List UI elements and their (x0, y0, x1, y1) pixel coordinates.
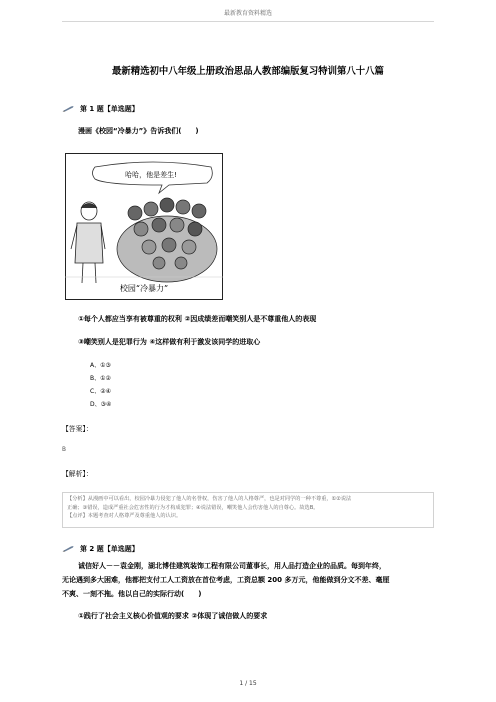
document-title: 最新精选初中八年级上册政治思品人教部编版复习特训第八十八篇 (112, 66, 384, 77)
question-1-statement-1: ①每个人都应当享有被尊重的权利 ②因成绩差而嘲笑别人是不尊重他人的表现 (78, 315, 317, 323)
answer-value: B (62, 447, 66, 453)
cartoon-caption: 校园“冷暴力” (119, 284, 169, 293)
option-d[interactable]: D、③④ (90, 401, 112, 408)
laughing-crowd (117, 198, 217, 282)
question-2-stem-line-1: 诚信好人－－袁金刚，湖北博佳建筑装饰工程有限公司董事长，用人品打造企业的品质。每到年终， (78, 562, 386, 570)
analysis-line-2: 正确；③错误，造成严重社会危害性的行为才构成犯罪；④说法错误，嘲笑他人会伤害他人的自尊心。故选B。 (67, 504, 319, 511)
answer-label: 【答案】： (62, 425, 93, 433)
speech-bubble-text: 哈哈，他是差生! (125, 171, 177, 179)
analysis-line-3: 【点评】本题考查对人格尊严及尊重他人的认识。 (67, 513, 182, 520)
question-1-heading-text: 第 1 题【单选题】 (80, 105, 139, 113)
question-2-heading-text: 第 2 题【单选题】 (80, 545, 139, 553)
header-divider (62, 21, 434, 22)
option-c[interactable]: C、②④ (90, 388, 111, 395)
analysis-box (62, 492, 434, 528)
page-number: 1 / 15 (239, 680, 257, 687)
question-2-heading (62, 544, 139, 554)
question-2-stem-line-3: 不爽、一刻不拖。他以自己的实际行动( ) (62, 590, 202, 598)
analysis-label: 【解析】： (62, 470, 93, 478)
pen-icon (62, 105, 75, 114)
question-1-stem: 漫画《校园“冷暴力”》告诉我们( ) (78, 127, 199, 135)
analysis-line-1: 【分析】从漫画中可以看出，校园冷暴力侵犯了他人的名誉权，伤害了他人的人格尊严，也是对同学的一种不尊重，①②说法 (67, 496, 352, 502)
running-header: 最新教育资料精选 (223, 10, 272, 17)
question-2-stem-line-2: 无论遇到多大困难，他都把支付工人工资放在首位考虑，工资总额 200 多万元，他能做到分文不差、毫厘 (62, 576, 390, 584)
question-1-statement-2: ③嘲笑别人是犯罪行为 ④这样做有利于激发该同学的进取心 (78, 338, 261, 346)
option-b[interactable]: B、①② (90, 375, 111, 382)
question-2-statement-1: ①践行了社会主义核心价值观的要求 ②体现了诚信做人的要求 (78, 612, 268, 620)
option-a[interactable]: A、①③ (90, 362, 111, 369)
cartoon-image (65, 153, 223, 300)
pen-icon (62, 545, 75, 554)
question-1-heading (62, 104, 139, 114)
